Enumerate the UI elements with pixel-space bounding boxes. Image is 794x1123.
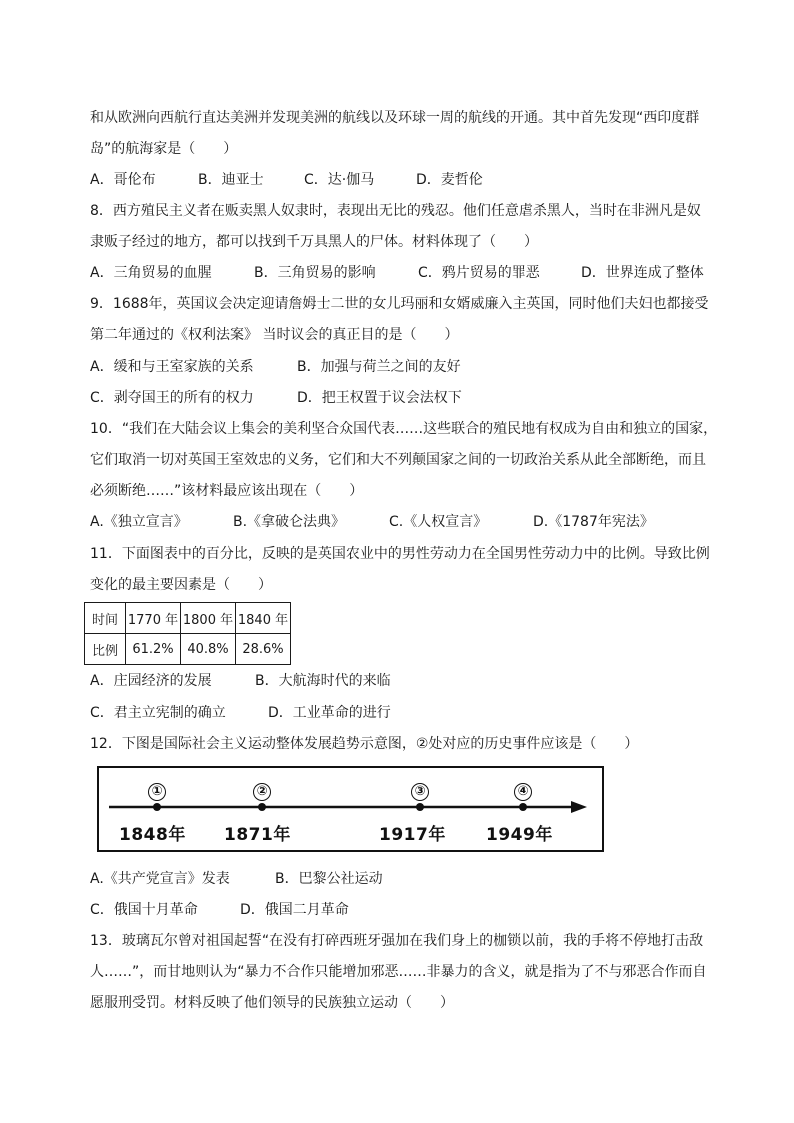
q11-option-c[interactable]: C．君主立宪制的确立 xyxy=(90,705,226,721)
q7-option-a[interactable]: A．哥伦布 xyxy=(90,172,156,188)
q8-option-d[interactable]: D．世界连成了整体 xyxy=(581,265,704,281)
q7-line1: 和从欧洲向西航行直达美洲并发现美洲的航线以及环球一周的航线的开通。其中首先发现“西印度群 xyxy=(90,110,700,126)
q10-option-c[interactable]: C.《人权宣言》 xyxy=(389,514,488,530)
table-cell: 28.6% xyxy=(236,634,291,665)
timeline-marker-2: ② xyxy=(253,783,271,801)
q9-line1: 9．1688年，英国议会决定迎请詹姆士二世的女儿玛丽和女婿威廉入主英国，同时他们夫妇也都接受 xyxy=(90,296,709,312)
q11-data-table xyxy=(84,602,291,665)
timeline-marker-4: ④ xyxy=(514,783,532,801)
q8-option-b[interactable]: B．三角贸易的影响 xyxy=(254,265,376,281)
table-cell: 时间 xyxy=(85,603,126,634)
q12-option-a[interactable]: A.《共产党宣言》发表 xyxy=(90,871,230,887)
timeline-year-1: 1848年 xyxy=(119,825,186,845)
table-row xyxy=(85,634,291,665)
q8-line2: 隶贩子经过的地方，都可以找到千万具黑人的尸体。材料体现了（ ） xyxy=(90,234,538,250)
timeline-year-3: 1917年 xyxy=(379,825,446,845)
q7-option-c[interactable]: C．达·伽马 xyxy=(304,172,375,188)
q9-option-b[interactable]: B．加强与荷兰之间的友好 xyxy=(297,359,461,375)
table-cell: 1840 年 xyxy=(236,603,291,634)
timeline-year-2: 1871年 xyxy=(224,825,291,845)
q7-option-b[interactable]: B．迪亚士 xyxy=(198,172,264,188)
timeline-marker-3: ③ xyxy=(411,783,429,801)
q12-line1: 12．下图是国际社会主义运动整体发展趋势示意图，②处对应的历史事件应该是（ ） xyxy=(90,736,639,752)
q10-option-d[interactable]: D.《1787年宪法》 xyxy=(533,514,654,530)
q11-option-b[interactable]: B．大航海时代的来临 xyxy=(255,673,391,689)
q8-line1: 8．西方殖民主义者在贩卖黑人奴隶时，表现出无比的残忍。他们任意虐杀黑人，当时在非洲凡是奴 xyxy=(90,203,701,219)
q10-line1: 10．“我们在大陆会议上集会的美利坚合众国代表……这些联合的殖民地有权成为自由和独立的国家， xyxy=(90,421,718,437)
timeline-marker-1: ① xyxy=(148,783,166,801)
q11-line2: 变化的最主要因素是（ ） xyxy=(90,577,272,593)
q11-option-d[interactable]: D．工业革命的进行 xyxy=(268,705,391,721)
q11-line1: 11．下面图表中的百分比，反映的是英国农业中的男性劳动力在全国男性劳动力中的比例。导致比例 xyxy=(90,546,710,562)
q12-option-c[interactable]: C．俄国十月革命 xyxy=(90,902,198,918)
q11-option-a[interactable]: A．庄园经济的发展 xyxy=(90,673,212,689)
table-cell: 比例 xyxy=(85,634,126,665)
table-cell: 40.8% xyxy=(181,634,236,665)
table-cell: 1770 年 xyxy=(126,603,181,634)
table-cell: 61.2% xyxy=(126,634,181,665)
q7-option-d[interactable]: D．麦哲伦 xyxy=(416,172,483,188)
q9-option-c[interactable]: C．剥夺国王的所有的权力 xyxy=(90,390,254,406)
q10-option-b[interactable]: B.《拿破仑法典》 xyxy=(233,514,346,530)
q10-line2: 它们取消一切对英国王室效忠的义务，它们和大不列颠国家之间的一切政治关系从此全部断绝，而且 xyxy=(90,452,706,468)
timeline-year-4: 1949年 xyxy=(486,825,553,845)
q10-option-a[interactable]: A.《独立宣言》 xyxy=(90,514,188,530)
q9-line2: 第二年通过的《权利法案》 当时议会的真正目的是（ ） xyxy=(90,327,459,343)
q12-option-d[interactable]: D．俄国二月革命 xyxy=(240,902,349,918)
table-cell: 1800 年 xyxy=(181,603,236,634)
q9-option-a[interactable]: A．缓和与王室家族的关系 xyxy=(90,359,254,375)
table-row xyxy=(85,603,291,634)
q13-line3: 愿服刑受罚。材料反映了他们领导的民族独立运动（ ） xyxy=(90,995,454,1011)
q8-option-c[interactable]: C．鸦片贸易的罪恶 xyxy=(418,265,540,281)
q12-option-b[interactable]: B．巴黎公社运动 xyxy=(275,871,383,887)
q9-option-d[interactable]: D．把王权置于议会法权下 xyxy=(297,390,462,406)
q13-line2: 人……”，而甘地则认为“暴力不合作只能增加邪恶……非暴力的含义，就是指为了不与邪恶合作而自 xyxy=(90,964,707,980)
q10-line3: 必须断绝……”该材料最应该出现在（ ） xyxy=(90,483,364,499)
q7-line2: 岛”的航海家是（ ） xyxy=(90,141,238,157)
socialism-timeline-figure xyxy=(97,766,604,852)
q8-option-a[interactable]: A．三角贸易的血腥 xyxy=(90,265,212,281)
q13-line1: 13．玻璃瓦尔曾对祖国起誓“在没有打碎西班牙强加在我们身上的枷锁以前，我的手将不停地打击敌 xyxy=(90,933,704,949)
